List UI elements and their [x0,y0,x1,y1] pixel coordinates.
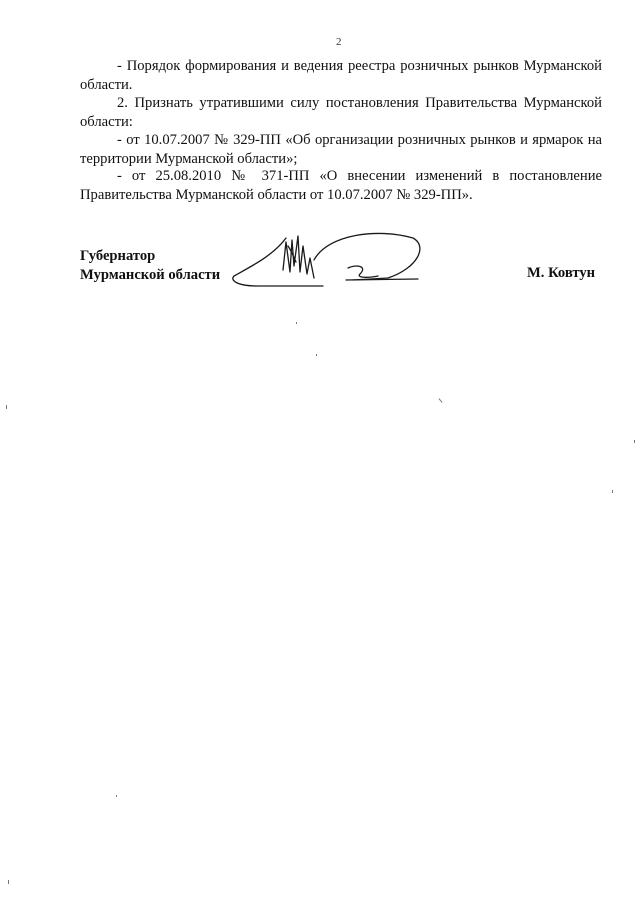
paragraph-text: - Порядок формирования и ведения реестра розничных рынков Мурманской области. [80,58,602,93]
paragraph-text: - от 25.08.2010 № 371-ПП «О внесении изменений в постановление Правительства Мурманской области от 10.07.2007 № 329-ПП». [80,168,602,203]
scan-artifact [116,795,117,797]
signatory-title-line1: Губернатор [80,248,156,264]
signatory-title-line2: Мурманской области [80,266,221,283]
paragraph-repeal-clause [80,94,602,131]
scan-artifact [634,440,635,443]
signatory-title [80,247,220,284]
scan-artifact [6,405,7,409]
handwritten-signature [228,228,428,293]
scan-artifact [8,880,9,884]
paragraph-text: - от 10.07.2007 № 329-ПП «Об организации розничных рынков и ярмарок на территории Мурманской области»; [80,132,602,167]
paragraph-text: 2. Признать утратившими силу постановления Правительства Мурманской области: [80,95,602,130]
paragraph-register-order [80,57,602,94]
scan-artifact [439,398,443,402]
scan-artifact [316,354,317,356]
paragraph-repealed-act-2 [80,167,602,204]
scan-artifact [296,322,297,324]
page-number: 2 [336,36,342,48]
signatory-name: М. Ковтун [527,265,596,281]
paragraph-repealed-act-1 [80,131,602,168]
scan-artifact [612,490,613,493]
